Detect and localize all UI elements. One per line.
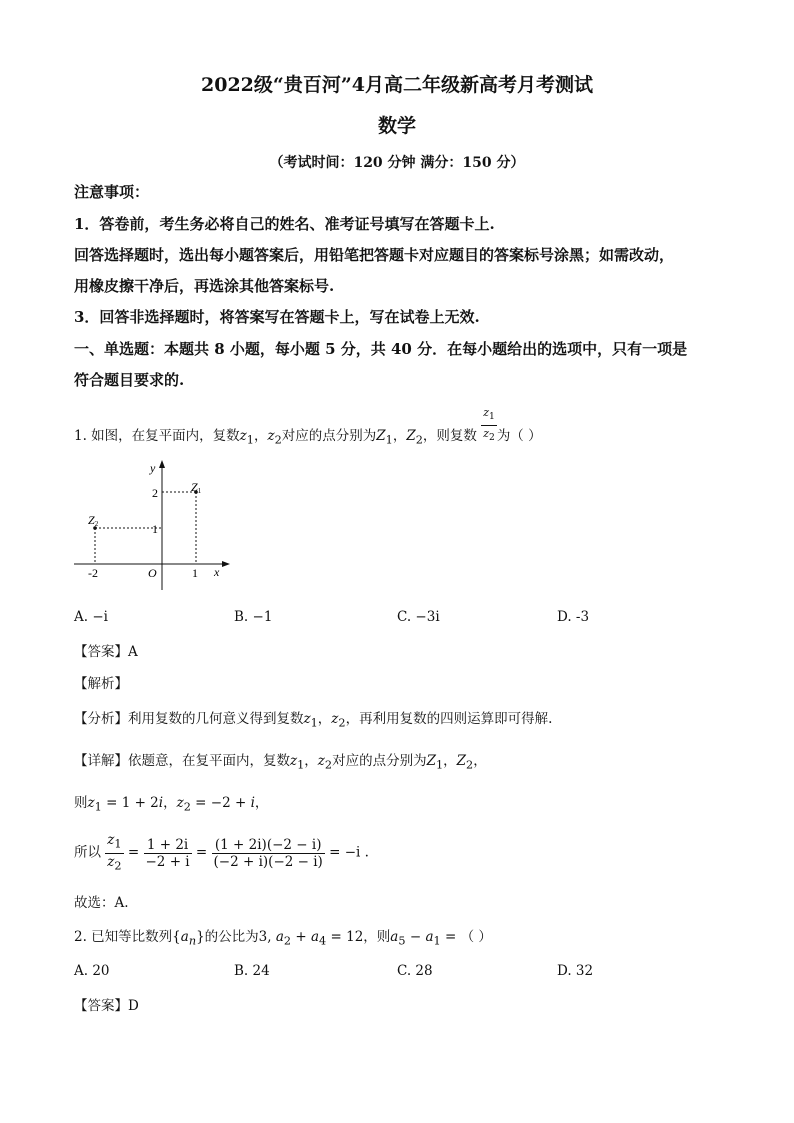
x-axis-label: x [214, 565, 220, 579]
origin-label: O [148, 566, 157, 580]
y-tick-2: 2 [152, 486, 158, 500]
notice-line-1: 1．答卷前，考生务必将自己的姓名、准考证号填写在答题卡上. [74, 215, 495, 233]
q1-answer: 【答案】A [74, 644, 138, 660]
q1-option-a[interactable]: A. −i [74, 609, 108, 625]
complex-plane-figure [70, 458, 240, 598]
fraction-rationalized: $\frac{(1 + 2i)(-2 - i)}{(-2 + i)(-2 - i)}$ [213, 836, 323, 870]
q1-option-b[interactable]: B. −1 [234, 609, 273, 625]
point-Z1-label: Z1 [191, 480, 202, 495]
q1-computation: 所以 $\frac{z_1}{z_2}$ = $\frac{1 + 2i}{-2 + i}$ = $\frac{(1 + 2i)(-2 - i)}{(-2 + i)(-2 - i)}$ = −i . [74, 832, 369, 873]
question-2-stem: 2. 已知等比数列$\{a_n\}$的公比为3, $a_2 + a_4 = 12$，则$a_5 - a_1$ = （ ） [74, 929, 492, 948]
section-heading-2: 符合题目要求的. [74, 371, 185, 389]
q2-option-c[interactable]: C. 28 [397, 963, 433, 979]
x-tick-1: 1 [192, 566, 198, 580]
q1-detail: 【详解】依题意，在复平面内，复数$z_1$，$z_2$对应的点分别为$Z_1$，$Z_2$， [74, 753, 487, 772]
y-tick-1: 1 [152, 522, 158, 536]
q2-option-b[interactable]: B. 24 [234, 963, 270, 979]
notice-line-2: 回答选择题时，选出每小题答案后，用铅笔把答题卡对应题目的答案标号涂黑；如需改动， [74, 246, 675, 264]
y-axis-label: y [150, 461, 156, 475]
section-heading-1: 一、单选题：本题共 8 小题，每小题 5 分，共 40 分．在每小题给出的选项中，只有一项是 [74, 340, 688, 358]
point-Z2-label: Z2 [88, 513, 99, 528]
q1-values: 则$z_1 = 1 + 2i$，$z_2 = -2 + i$， [74, 795, 269, 814]
q1-option-d[interactable]: D. -3 [557, 609, 590, 625]
page-title: 2022级“贵百河”4月高二年级新高考月考测试 [201, 74, 593, 96]
q2-answer: 【答案】D [74, 998, 139, 1014]
x-tick-neg2: -2 [88, 566, 98, 580]
q2-option-a[interactable]: A. 20 [74, 963, 110, 979]
exam-time-info: （考试时间：120 分钟 满分：150 分） [269, 155, 525, 171]
fraction-z-ratio: $\frac{z_1}{z_2}$ [107, 832, 122, 873]
fraction-substituted: $\frac{1 + 2i}{-2 + i}$ [145, 836, 190, 870]
q1-analysis: 【分析】利用复数的几何意义得到复数$z_1$，$z_2$，再利用复数的四则运算即可得解. [74, 711, 553, 730]
q1-option-c[interactable]: C. −3i [397, 609, 440, 625]
notice-heading: 注意事项： [74, 183, 150, 201]
subject-title: 数学 [377, 115, 416, 137]
notice-line-4: 3．回答非选择题时，将答案写在答题卡上，写在试卷上无效. [74, 308, 480, 326]
q1-choose: 故选：A. [74, 895, 129, 911]
q1-analysis-tag: 【解析】 [74, 676, 128, 692]
question-1-stem: 1. 如图，在复平面内，复数$z_1$，$z_2$对应的点分别为$Z_1$，$Z_2$，则复数 $\frac{z_1}{z_2}$ 为（ ） [74, 405, 542, 447]
q2-option-d[interactable]: D. 32 [557, 963, 594, 979]
notice-line-3: 用橡皮擦干净后，再选涂其他答案标号. [74, 277, 335, 295]
fraction-z1-over-z2: $\frac{z_1}{z_2}$ [483, 405, 495, 444]
